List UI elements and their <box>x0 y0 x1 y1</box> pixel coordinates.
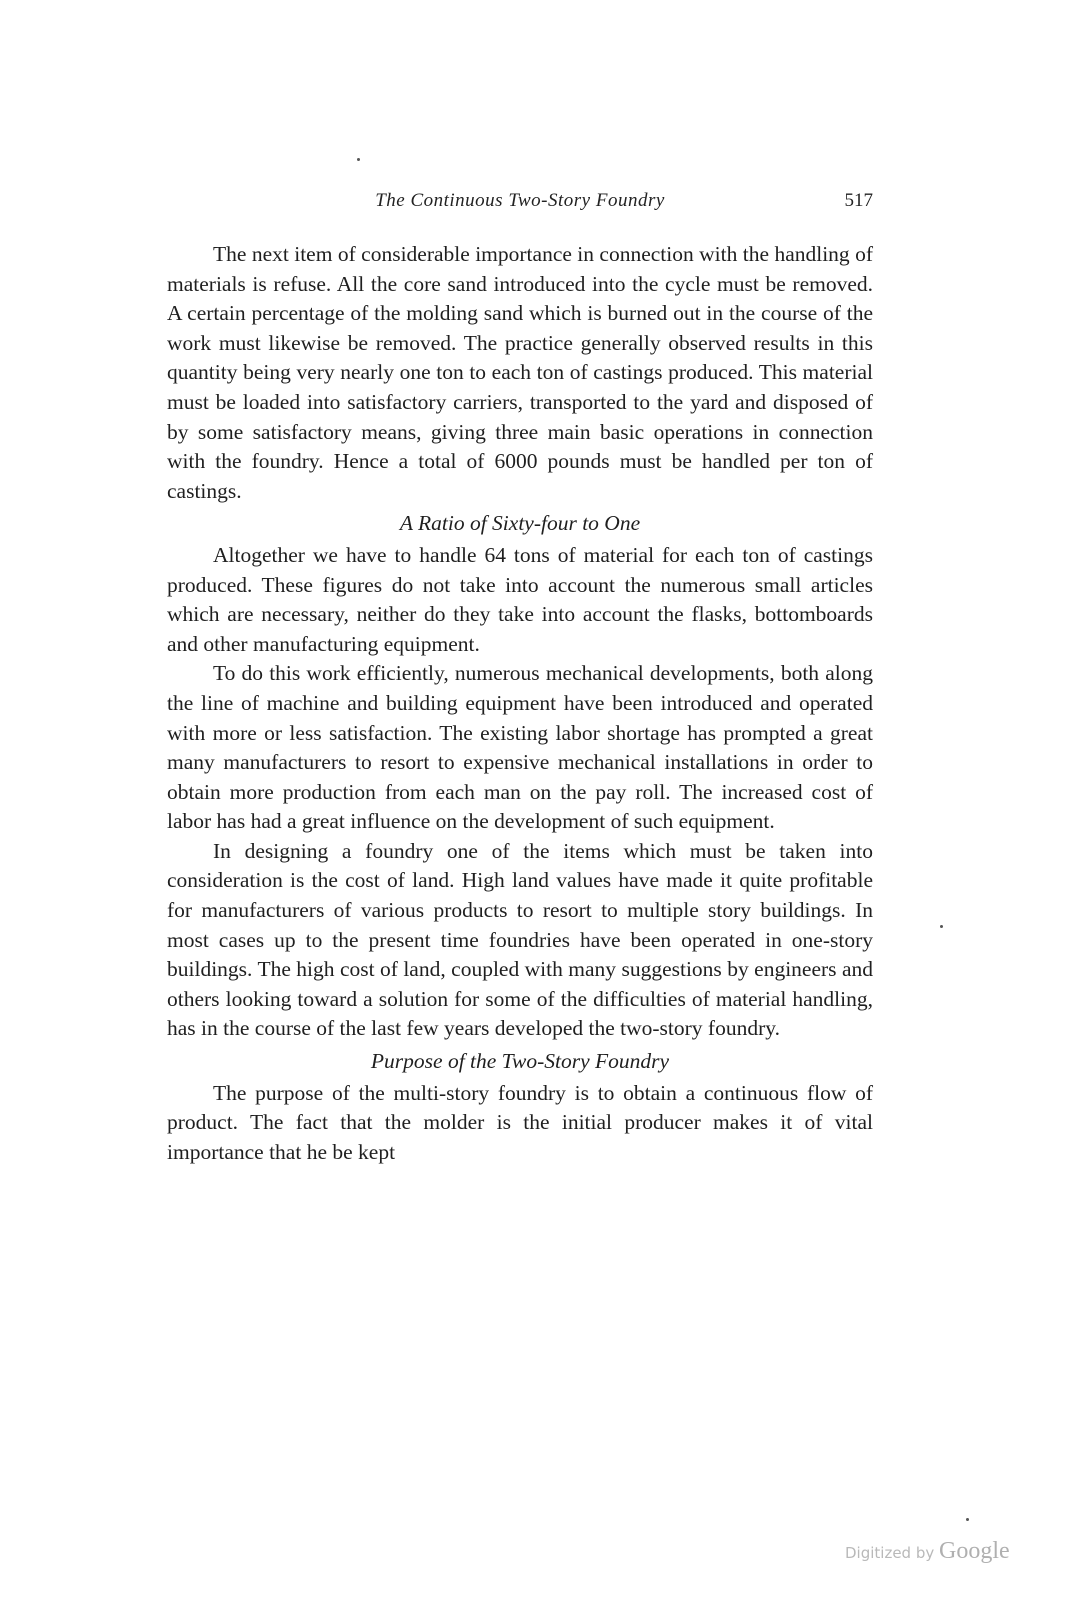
scan-speck <box>940 925 943 928</box>
paragraph-refuse: The next item of considerable importance in connection with the handling of materials is refuse. All the core sand introduced into the cycle must be removed. A certain percentage of the molding sand which is burned out in the course of the work must likewise be removed. The practice generally observed results in this quantity being very nearly one ton to each ton of castings produced. This material must be loaded into satisfactory carriers, transported to the yard and disposed of by some satisfactory means, giving three main basic operations in connection with the foundry. Hence a total of 6000 pounds must be handled per ton of castings. <box>167 242 873 503</box>
section-heading-purpose: Purpose of the Two-Story Foundry <box>370 1049 670 1074</box>
page-number: 517 <box>844 190 873 211</box>
scan-speck <box>966 1518 969 1521</box>
watermark-prefix: Digitized by <box>845 1544 935 1562</box>
digitized-watermark <box>845 1538 1010 1565</box>
section-heading-ratio: A Ratio of Sixty-four to One <box>399 511 641 536</box>
google-logo-text: Google <box>939 1538 1010 1564</box>
running-title: The Continuous Two-Story Foundry <box>375 190 665 211</box>
paragraph-land-cost: In designing a foundry one of the items which must be taken into consideration is the cost of land. High land values have made it quite profitable for manufacturers of various products to resort to multiple story buildings. In most cases up to the present time foundries have been operated in one-story buildings. The high cost of land, coupled with many suggestions by engineers and others looking toward a solution for some of the difficulties of material handling, has in the course of the last few years developed the two-story foundry. <box>167 838 873 1041</box>
scan-speck <box>357 158 360 161</box>
paragraph-purpose: The purpose of the multi-story foundry is to obtain a continuous flow of product. The fact that the molder is the initial producer makes it of vital importance that he be kept <box>167 1080 873 1164</box>
page-body <box>167 240 873 1167</box>
paragraph-mechanical: To do this work efficiently, numerous mechanical developments, both along the line of machine and building equipment have been introduced and operated with more or less satisfaction. The existing labor shortage has prompted a great many manufacturers to resort to expensive mechanical installations in order to obtain more production from each man on the pay roll. The increased cost of labor has had a great influence on the development of such equipment. <box>167 661 873 834</box>
page-header <box>167 190 873 220</box>
paragraph-tonnage: Altogether we have to handle 64 tons of material for each ton of castings produced. These figures do not take into account the numerous small articles which are necessary, neither do they take into account the flasks, bottomboards and other manufacturing equipment. <box>167 542 873 656</box>
